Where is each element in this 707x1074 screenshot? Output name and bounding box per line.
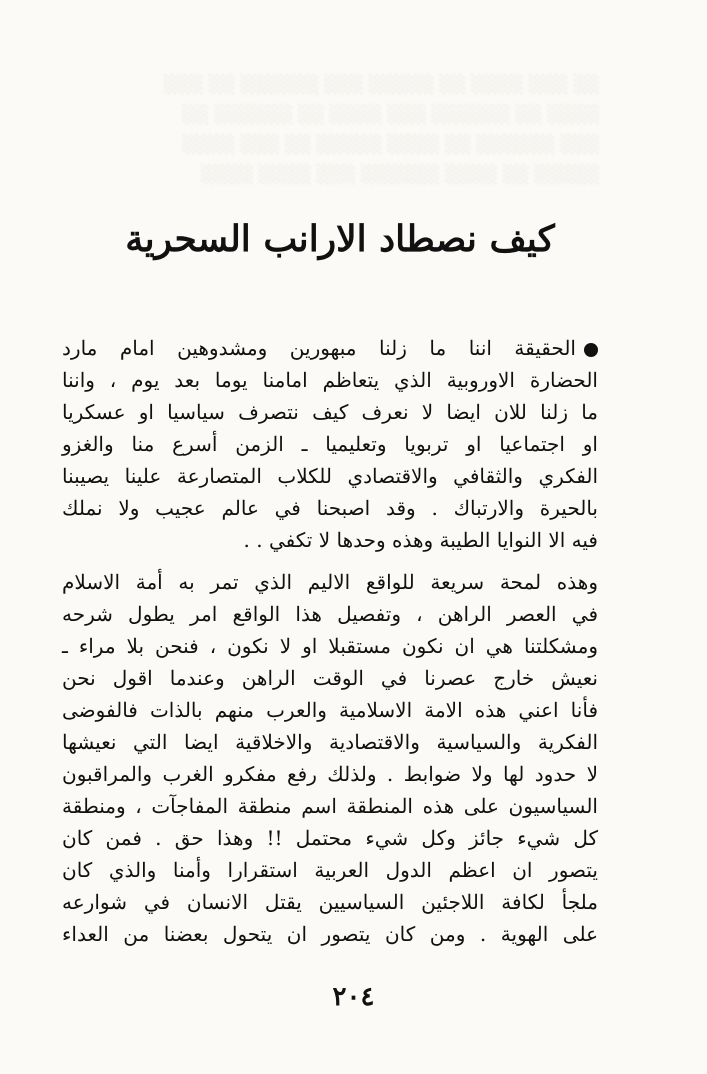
page-number: ٢٠٤ xyxy=(332,982,375,1012)
text-line: ومشكلتنا هي ان نكون مستقبلا او لا نكون ، فنحن بلا مراء ـ xyxy=(62,634,598,658)
text-line: او اجتماعيا او تربويا وتعليميا ـ الزمن أسرع منا والغزو xyxy=(62,432,598,456)
text-line: الفكرية والسياسية والاقتصادية والاخلاقية ايضا التي نعيشها xyxy=(62,730,598,754)
line-text: الحقيقة اننا ما زلنا مبهورين ومشدوهين امام مارد xyxy=(62,336,576,360)
bullet-icon xyxy=(584,343,598,357)
text-line: وهذه لمحة سريعة للواقع الاليم الذي تمر به أمة الاسلام xyxy=(62,570,598,594)
text-line: السياسيون على هذه المنطقة اسم منطقة المفاجآت ، ومنطقة xyxy=(62,794,598,818)
text-line: الفكري والثقافي والاقتصادي للكلاب المتصارعة علينا يصيبنا xyxy=(62,464,598,488)
text-line: فيه الا النوايا الطيبة وهذه وحدها لا تكفي . . xyxy=(243,528,598,552)
text-line: في العصر الراهن ، وتفصيل هذا الواقع امر يطول شرحه xyxy=(62,602,598,626)
text-line: نعيش خارج عصرنا في الوقت الراهن وعندما اقول نحن xyxy=(62,666,598,690)
text-line xyxy=(62,332,598,364)
text-line: ما زلنا للان ايضا لا نعرف كيف نتصرف سياسيا او عسكريا xyxy=(62,400,598,424)
paragraph-2 xyxy=(62,566,598,950)
bleed-through-text: ░░ ░░░ ░░░░ ░░ ░░░░░ ░░░ ░░░░░░ ░░ ░░░ ░░░░ ░░ ░░░░░░ ░░░ ░░░░ ░░ ░░░░░░ ░░ ░░░ ░░░░░░ ░░ ░░░░ ░░░░░ ░░ ░░░ ░░░░ ░░░░░ ░░ ░░░░ ░░░░░░ ░░░ ░░░░ ░░░░ xyxy=(164,75,600,185)
text-line: على الهوية . ومن كان يتصور ان يتحول بعضنا من العداء xyxy=(62,922,598,946)
paragraph-1 xyxy=(62,332,598,556)
text-line: فأنا اعني هذه الامة الاسلامية والعرب منهم بالذات فالفوضى xyxy=(62,698,598,722)
text-line: ملجأ لكافة اللاجئين السياسيين يقتل الانسان في شوارعه xyxy=(62,890,598,914)
text-line: لا حدود لها ولا ضوابط . ولذلك رفع مفكرو الغرب والمراقبون xyxy=(62,762,598,786)
text-line: يتصور ان اعظم الدول العربية استقرارا وأمنا والذي كان xyxy=(62,858,598,882)
text-line: كل شيء جائز وكل شيء محتمل !! وهذا حق . فمن كان xyxy=(62,826,598,850)
text-line: الحضارة الاوروبية الذي يتعاظم امامنا يوما بعد يوم ، واننا xyxy=(62,368,598,392)
chapter-title: كيف نصطاد الارانب السحرية xyxy=(125,218,555,260)
text-line: بالحيرة والارتباك . وقد اصبحنا في عالم عجيب ولا نملك xyxy=(62,496,598,520)
